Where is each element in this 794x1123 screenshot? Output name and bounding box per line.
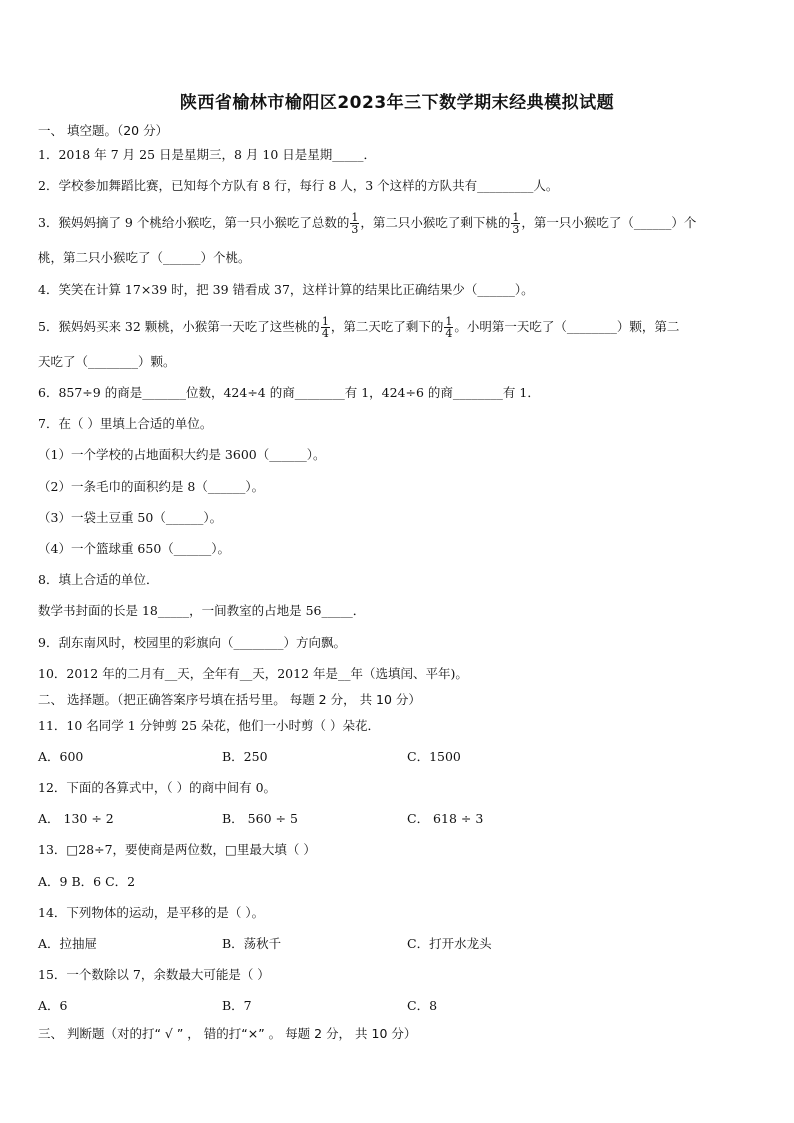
question-7: 7．在（ ）里填上合适的单位。	[38, 416, 213, 431]
question-15-option-a: A．6	[38, 998, 68, 1013]
question-5-text-c: 。小明第一天吃了（________）颗，第二	[454, 319, 680, 334]
question-5-line-2: 天吃了（________）颗。	[38, 354, 176, 369]
question-15-option-c: C．8	[407, 998, 438, 1013]
question-14-option-a: A．拉抽屉	[38, 936, 98, 951]
question-12-option-c: C． 618 ÷ 3	[407, 811, 484, 826]
section-heading-fill-blank: 一、 填空题。（20 分）	[38, 123, 169, 138]
question-2: 2．学校参加舞蹈比赛，已知每个方队有 8 行，每行 8 人，3 个这样的方队共有_________人。	[38, 178, 559, 193]
question-14-option-c: C．打开水龙头	[407, 936, 492, 951]
question-7-item-3: （3）一袋土豆重 50（______）。	[38, 510, 223, 525]
question-7-item-4: （4）一个篮球重 650（______）。	[38, 541, 231, 556]
question-7-item-1: （1）一个学校的占地面积大约是 3600（______）。	[38, 447, 326, 462]
question-3-line-2: 桃，第二只小猴吃了（______）个桃。	[38, 250, 251, 265]
question-3-text-c: ，第一只小猴吃了（______）个	[521, 215, 697, 230]
question-13-options: A．9 B．6 C．2	[38, 874, 136, 889]
fraction-one-third: $\frac{1}{3}$	[351, 211, 359, 236]
question-12: 12．下面的各算式中，（ ）的商中间有 0。	[38, 780, 277, 795]
fraction-one-third-2: $\frac{1}{3}$	[512, 211, 520, 236]
question-1: 1．2018 年 7 月 25 日是星期三，8 月 10 日是星期_____．	[38, 147, 377, 162]
section-heading-true-false: 三、 判断题（对的打“ √ ” ， 错的打“×” 。 每题 2 分， 共 10 分）	[38, 1026, 417, 1041]
question-11: 11．10 名同学 1 分钟剪 25 朵花，他们一小时剪（ ）朵花．	[38, 718, 381, 733]
question-6: 6．857÷9 的商是_______位数，424÷4 的商________有 1，424÷6 的商________有 1．	[38, 385, 540, 400]
question-4: 4．笑笑在计算 17×39 时，把 39 错看成 37，这样计算的结果比正确结果少（______）。	[38, 282, 534, 297]
question-11-option-a: A．600	[38, 749, 84, 764]
question-12-option-b: B． 560 ÷ 5	[222, 811, 298, 826]
question-9: 9．刮东南风时，校园里的彩旗向（________）方向飘。	[38, 635, 346, 650]
question-5	[38, 316, 679, 339]
question-11-option-c: C．1500	[407, 749, 461, 764]
question-8-line-2: 数学书封面的长是 18_____，一间教室的占地是 56_____．	[38, 603, 366, 618]
question-10: 10．2012 年的二月有__天，全年有__天，2012 年是__年（选填闰、平年)。	[38, 666, 468, 681]
question-11-option-b: B．250	[222, 749, 268, 764]
question-14-option-b: B．荡秋千	[222, 936, 282, 951]
fraction-one-fourth-2: $\frac{1}{4}$	[445, 315, 453, 340]
question-5-text-b: ，第二天吃了剩下的	[330, 319, 444, 334]
question-3	[38, 212, 696, 235]
question-3-text-b: ，第二只小猴吃了剩下桃的	[360, 215, 511, 230]
question-14: 14．下列物体的运动，是平移的是（ ）。	[38, 905, 265, 920]
fraction-one-fourth: $\frac{1}{4}$	[321, 315, 329, 340]
question-5-text-a: 5．猴妈妈买来 32 颗桃，小猴第一天吃了这些桃的	[38, 319, 320, 334]
question-13: 13．□28÷7，要使商是两位数，□里最大填（ ）	[38, 842, 316, 857]
question-15-option-b: B．7	[222, 998, 252, 1013]
exam-title: 陕西省榆林市榆阳区2023年三下数学期末经典模拟试题	[179, 93, 615, 113]
question-8: 8．填上合适的单位．	[38, 572, 159, 587]
section-heading-choice: 二、 选择题。（把正确答案序号填在括号里。 每题 2 分， 共 10 分）	[38, 692, 421, 707]
question-3-text-a: 3．猴妈妈摘了 9 个桃给小猴吃，第一只小猴吃了总数的	[38, 215, 350, 230]
question-15: 15．一个数除以 7，余数最大可能是（ ）	[38, 967, 270, 982]
question-12-option-a: A． 130 ÷ 2	[38, 811, 114, 826]
question-7-item-2: （2）一条毛巾的面积约是 8（______）。	[38, 479, 265, 494]
